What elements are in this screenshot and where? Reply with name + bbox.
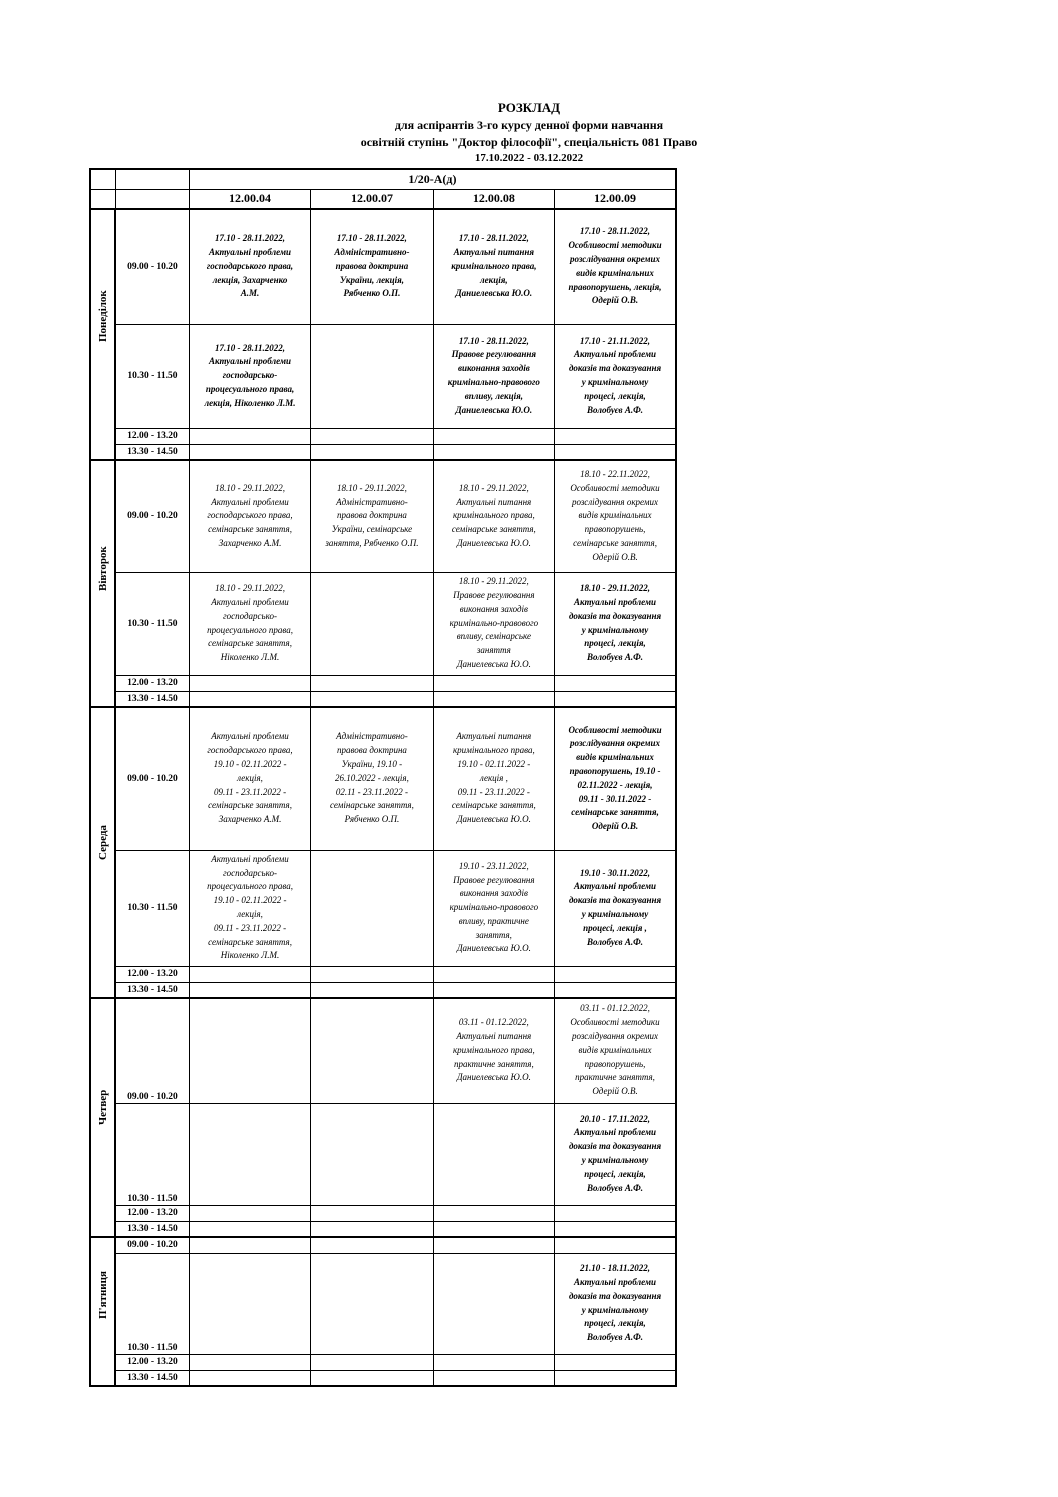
schedule-program: освітній ступінь "Доктор філософії", спеціальність 081 Право: [360, 135, 698, 149]
schedule-title: РОЗКЛАД: [497, 100, 561, 115]
class-entry: 20.10 - 17.11.2022, Актуальні проблеми доказів та доказування у кримінальному процесі, лекція, Волобуєв А.Ф.: [555, 1103, 676, 1205]
class-entry: 17.10 - 28.11.2022, Актуальні проблеми господарсько- процесуального права, лекція, Ніколенко Л.М.: [189, 324, 310, 428]
class-entry: 17.10 - 28.11.2022, Адміністративно- правова доктрина України, лекція, Рябченко О.П.: [311, 209, 433, 324]
day-label: Вівторок: [90, 460, 115, 707]
schedule-table: [89, 168, 677, 1387]
time-slot: 12.00 - 13.20: [115, 1354, 189, 1370]
class-entry: 17.10 - 28.11.2022, Правове регулювання виконання заходів кримінально-правового впливу, лекція, Даниелевська Ю.О.: [433, 324, 554, 428]
class-entry: Актуальні питання кримінального права, 19.10 - 02.11.2022 - лекція , 09.11 - 23.11.2022 - семінарське заняття, Даниелевська Ю.О.: [433, 707, 554, 850]
class-entry: 18.10 - 22.11.2022, Особливості методики розслідування окремих видів кримінальних правопорушень, семінарське заняття, Одерій О.В.: [555, 460, 676, 572]
class-entry: Актуальні проблеми господарсько- процесуального права, 19.10 - 02.11.2022 - лекція, 09.11 - 23.11.2022 - семінарське заняття, Ніколенко Л.М.: [189, 850, 310, 966]
time-slot: 10.30 - 11.50: [115, 572, 189, 675]
empty-cell: [189, 1103, 310, 1205]
time-slot: 12.00 - 13.20: [115, 428, 189, 444]
room-header: 12.00.07: [311, 189, 433, 209]
class-entry: 19.10 - 30.11.2022, Актуальні проблеми доказів та доказування у кримінальному процесі, лекція , Волобуєв А.Ф.: [555, 850, 676, 966]
time-slot: 09.00 - 10.20: [115, 209, 189, 324]
group-name: 1/20-А(д): [189, 169, 676, 189]
time-slot: 09.00 - 10.20: [115, 460, 189, 572]
class-entry: 03.11 - 01.12.2022, Особливості методики розслідування окремих видів кримінальних правопорушень, практичне заняття, Одерій О.В.: [555, 998, 676, 1103]
class-entry: Особливості методики розслідування окремих видів кримінальних правопорушень, 19.10 - 02.11.2022 - лекція, 09.11 - 30.11.2022 - семінарське заняття, Одерій О.В.: [555, 707, 676, 850]
time-slot: 09.00 - 10.20: [115, 1237, 189, 1253]
schedule-period: 17.10.2022 - 03.12.2022: [474, 152, 584, 164]
time-slot: 10.30 - 11.50: [115, 324, 189, 428]
class-entry: 17.10 - 21.11.2022, Актуальні проблеми доказів та доказування у кримінальному процесі, лекція, Волобуєв А.Ф.: [555, 324, 676, 428]
time-slot: 13.30 - 14.50: [115, 691, 189, 707]
class-entry: 18.10 - 29.11.2022, Актуальні проблеми господарсько- процесуального права, семінарське заняття, Ніколенко Л.М.: [189, 572, 310, 675]
empty-cell: [433, 1103, 554, 1205]
class-entry: 18.10 - 29.11.2022, Адміністративно- правова доктрина України, семінарське заняття, Рябченко О.П.: [311, 460, 433, 572]
time-slot: 10.30 - 11.50: [115, 1253, 189, 1354]
class-entry: 18.10 - 29.11.2022, Правове регулювання виконання заходів кримінально-правового впливу, семінарське заняття Даниелевська Ю.О.: [433, 572, 554, 675]
room-header: 12.00.04: [189, 189, 310, 209]
class-entry: Адміністративно- правова доктрина України, 19.10 - 26.10.2022 - лекція, 02.11 - 23.11.2022 - семінарське заняття, Рябченко О.П.: [311, 707, 433, 850]
time-slot: 12.00 - 13.20: [115, 966, 189, 982]
empty-cell: [311, 1103, 433, 1205]
room-header: 12.00.09: [555, 189, 676, 209]
class-entry: Актуальні проблеми господарського права, 19.10 - 02.11.2022 - лекція, 09.11 - 23.11.2022 - семінарське заняття, Захарченко А.М.: [189, 707, 310, 850]
class-entry: 21.10 - 18.11.2022, Актуальні проблеми доказів та доказування у кримінальному процесі, лекція, Волобуєв А.Ф.: [555, 1253, 676, 1354]
room-header: 12.00.08: [433, 189, 554, 209]
empty-cell: [311, 850, 433, 966]
time-slot: 13.30 - 14.50: [115, 1370, 189, 1386]
class-entry: 17.10 - 28.11.2022, Особливості методики розслідування окремих видів кримінальних правопорушень, лекція, Одерій О.В.: [555, 209, 676, 324]
time-slot: 13.30 - 14.50: [115, 1221, 189, 1237]
time-slot: 09.00 - 10.20: [115, 998, 189, 1103]
empty-cell: [189, 998, 310, 1103]
empty-cell: [311, 324, 433, 428]
time-slot: 09.00 - 10.20: [115, 707, 189, 850]
empty-cell: [189, 1253, 310, 1354]
empty-cell: [311, 1253, 433, 1354]
time-slot: 13.30 - 14.50: [115, 982, 189, 998]
class-entry: 19.10 - 23.11.2022, Правове регулювання виконання заходів кримінально-правового впливу, практичне заняття, Даниелевська Ю.О.: [433, 850, 554, 966]
class-entry: 03.11 - 01.12.2022, Актуальні питання кримінального права, практичне заняття, Даниелевська Ю.О.: [433, 998, 554, 1103]
day-label: П'ятниця: [90, 1237, 115, 1386]
schedule-subtitle: для аспірантів 3-го курсу денної форми навчання: [394, 118, 664, 132]
class-entry: 18.10 - 29.11.2022, Актуальні проблеми доказів та доказування у кримінальному процесі, лекція, Волобуєв А.Ф.: [555, 572, 676, 675]
class-entry: 17.10 - 28.11.2022, Актуальні питання кримінального права, лекція, Даниелевська Ю.О.: [433, 209, 554, 324]
empty-cell: [311, 572, 433, 675]
day-label: Середа: [90, 707, 115, 998]
empty-cell: [311, 998, 433, 1103]
day-label: Четвер: [90, 998, 115, 1237]
class-entry: 18.10 - 29.11.2022, Актуальні проблеми господарського права, семінарське заняття, Захарченко А.М.: [189, 460, 310, 572]
time-slot: 12.00 - 13.20: [115, 675, 189, 691]
empty-cell: [433, 1253, 554, 1354]
time-slot: 13.30 - 14.50: [115, 444, 189, 460]
day-label: Понеділок: [90, 209, 115, 460]
time-slot: 10.30 - 11.50: [115, 850, 189, 966]
time-slot: 10.30 - 11.50: [115, 1103, 189, 1205]
class-entry: 17.10 - 28.11.2022, Актуальні проблеми господарського права, лекція, Захарченко А.М.: [189, 209, 310, 324]
class-entry: 18.10 - 29.11.2022, Актуальні питання кримінального права, семінарське заняття, Даниелевська Ю.О.: [433, 460, 554, 572]
time-slot: 12.00 - 13.20: [115, 1205, 189, 1221]
